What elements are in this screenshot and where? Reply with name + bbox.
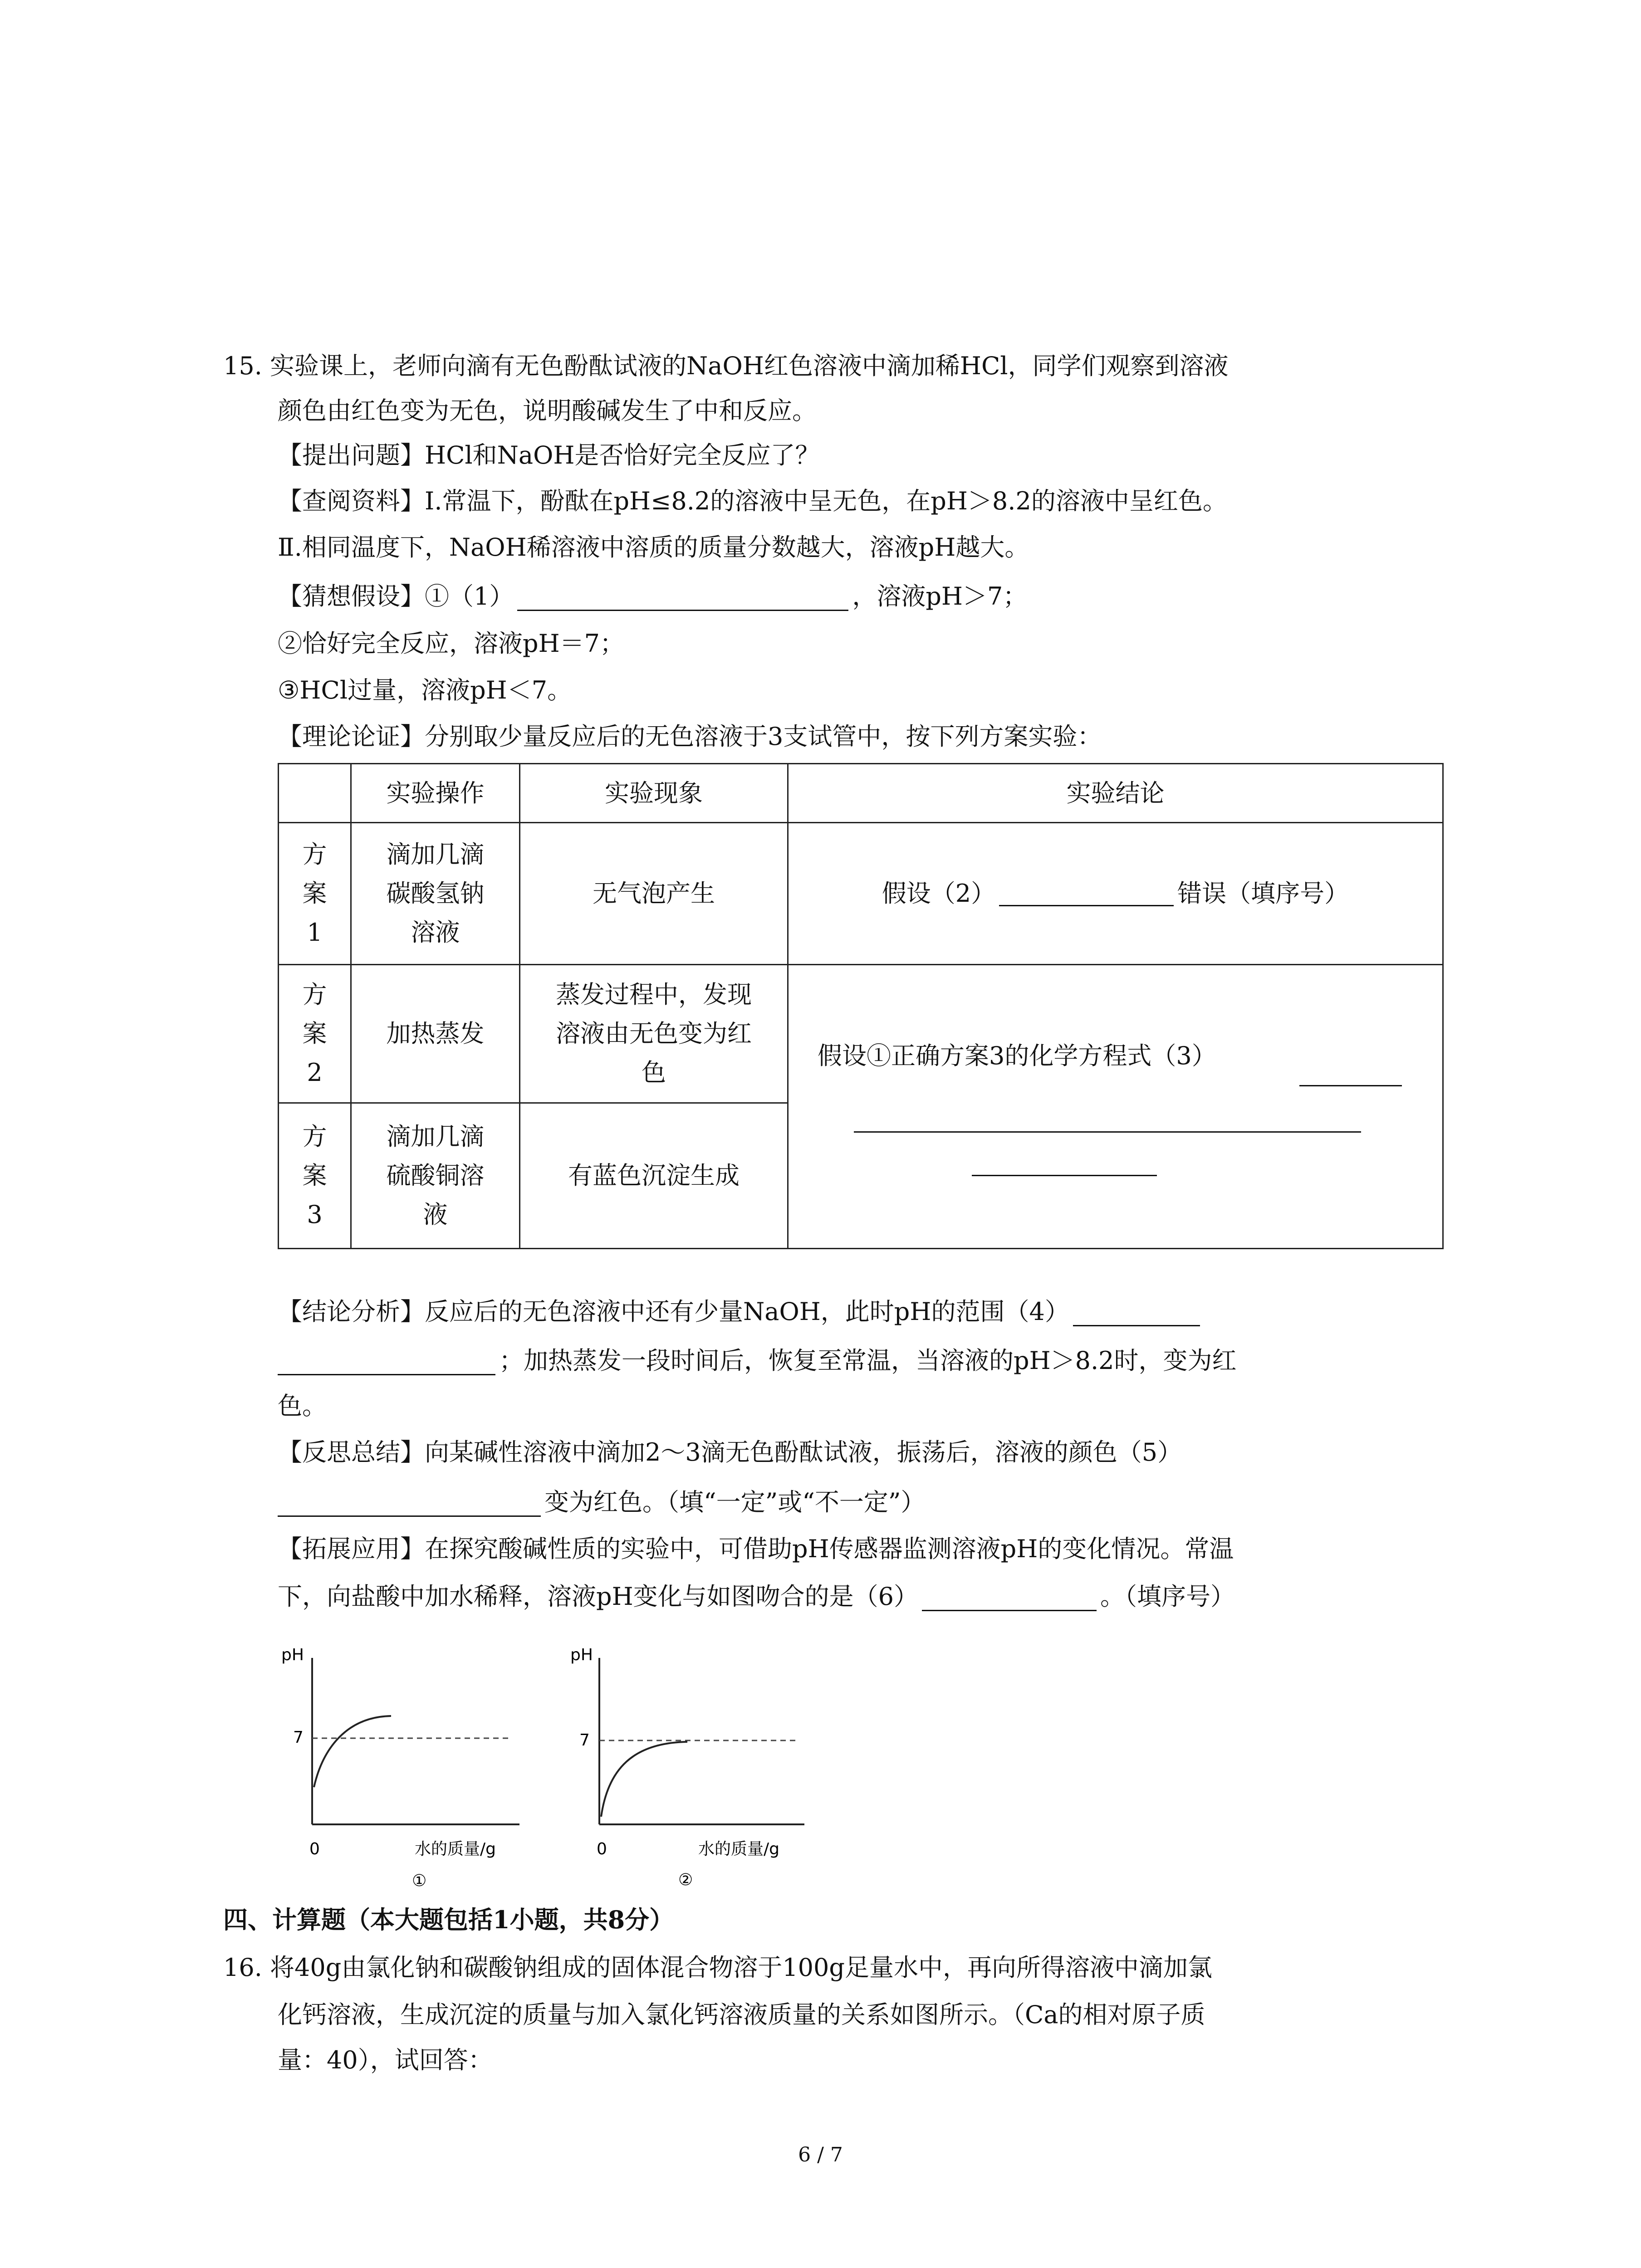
analysis-text-2: ；加热蒸发一段时间后，恢复至常温，当溶液的pH＞8.2时，变为红	[499, 1346, 1237, 1375]
row3-op-2: 硫酸铜溶	[386, 1161, 485, 1190]
conclusion1-pre: 假设（2）	[882, 879, 996, 908]
row2-operation: 加热蒸发	[386, 1019, 485, 1048]
blank-3b[interactable]	[854, 1131, 1361, 1133]
graph-2-curve	[601, 1742, 687, 1817]
q15-info2: Ⅱ.相同温度下，NaOH稀溶液中溶质的质量分数越大，溶液pH越大。	[278, 533, 1029, 562]
extension-text-pre: 下，向盐酸中加水稀释，溶液pH变化与如图吻合的是（6）	[278, 1582, 919, 1611]
row3-op-3: 液	[423, 1200, 448, 1229]
row2-label-1: 方	[302, 980, 327, 1009]
row1-label-3: 1	[307, 918, 323, 947]
blank-3a[interactable]	[1299, 1085, 1402, 1086]
row2-phenomenon	[520, 965, 787, 1102]
hyp1-pre: 【猜想假设】①（1）	[278, 582, 514, 611]
q15-info1: 【查阅资料】Ⅰ.常温下，酚酞在pH≤8.2的溶液中呈无色，在pH＞8.2的溶液中呈红色。	[278, 487, 1227, 515]
q15-line1: 15. 实验课上，老师向滴有无色酚酞试液的NaOH红色溶液中滴加稀HCl，同学们观察到溶液	[223, 352, 1229, 380]
row2-label-3: 2	[307, 1058, 323, 1087]
graph-1-y-label: pH	[281, 1646, 304, 1664]
graph-1-x-label: 水的质量/g	[415, 1840, 496, 1858]
graph-1-caption: ①	[412, 1872, 427, 1890]
graph-1	[272, 1637, 526, 1892]
row1-op-3: 溶液	[411, 918, 460, 947]
reflection-text-2: 变为红色。（填“一定”或“不一定”）	[544, 1488, 926, 1516]
row3-phenomenon: 有蓝色沉淀生成	[568, 1161, 740, 1190]
row1-operation	[352, 823, 519, 964]
row3-operation	[352, 1104, 519, 1248]
blank-2[interactable]	[999, 881, 1174, 906]
header-operation: 实验操作	[386, 778, 485, 807]
row2-label	[279, 965, 350, 1102]
graph-2-y-label: pH	[570, 1646, 593, 1664]
row1-phenomenon: 无气泡产生	[593, 879, 715, 908]
analysis-line2	[278, 1346, 1237, 1375]
row3-op-1: 滴加几滴	[386, 1122, 485, 1151]
row1-label	[279, 823, 350, 964]
analysis-line3: 色。	[278, 1392, 327, 1420]
row1-op-1: 滴加几滴	[386, 840, 485, 869]
extension-text-post: 。（填序号）	[1100, 1582, 1235, 1611]
row2-label-2: 案	[302, 1019, 327, 1048]
row1-conclusion	[789, 823, 1442, 964]
q15-hyp1	[278, 582, 1027, 611]
q16-line1: 16. 将40g由氯化钠和碳酸钠组成的固体混合物溶于100g足量水中，再向所得溶液中滴加氯	[223, 1953, 1212, 1982]
row3-label-2: 案	[302, 1161, 327, 1190]
row3-label-1: 方	[302, 1122, 327, 1151]
graph-1-tick: 7	[293, 1728, 304, 1747]
graph-2-tick: 7	[579, 1731, 590, 1750]
q15-ask: 【提出问题】HCl和NaOH是否恰好完全反应了？	[278, 441, 820, 469]
blank-5[interactable]	[278, 1492, 541, 1517]
conclusion23: 假设①正确方案3的化学方程式（3）	[818, 1041, 1216, 1070]
blank-4b[interactable]	[278, 1350, 495, 1375]
conclusion1-post: 错误（填序号）	[1177, 879, 1349, 908]
experiment-table	[278, 763, 1444, 1249]
table-border-bottom	[278, 1248, 1444, 1249]
graph-1-origin: 0	[309, 1840, 320, 1858]
graph-2-caption: ②	[678, 1871, 693, 1889]
row2-ph-2: 溶液由无色变为红	[556, 1019, 752, 1048]
q15-hyp2: ②恰好完全反应，溶液pH＝7；	[278, 629, 625, 658]
extension-line2	[278, 1582, 1235, 1611]
row3-label	[279, 1104, 350, 1248]
row1-op-2: 碳酸氢钠	[386, 879, 485, 908]
header-conclusion: 实验结论	[1066, 778, 1165, 807]
row2-ph-1: 蒸发过程中，发现	[556, 980, 752, 1009]
page-number: 6 / 7	[798, 2143, 843, 2166]
reflection-line1: 【反思总结】向某碱性溶液中滴加2～3滴无色酚酞试液，振荡后，溶液的颜色（5）	[278, 1438, 1182, 1466]
extension-line1: 【拓展应用】在探究酸碱性质的实验中，可借助pH传感器监测溶液pH的变化情况。常温	[278, 1535, 1234, 1563]
blank-4a[interactable]	[1073, 1301, 1200, 1326]
graph-1-curve	[314, 1716, 391, 1787]
row1-label-2: 案	[302, 879, 327, 908]
graph-2	[560, 1637, 814, 1892]
q16-line2: 化钙溶液，生成沉淀的质量与加入氯化钙溶液质量的关系如图所示。（Ca的相对原子质	[278, 2000, 1205, 2029]
blank-1[interactable]	[517, 586, 848, 611]
graph-2-x-label: 水的质量/g	[698, 1840, 779, 1858]
row1-label-1: 方	[302, 840, 327, 869]
analysis-text-1: 【结论分析】反应后的无色溶液中还有少量NaOH，此时pH的范围（4）	[278, 1297, 1069, 1326]
graph-2-origin: 0	[597, 1840, 607, 1858]
q15-hyp3: ③HCl过量，溶液pH＜7。	[278, 676, 572, 704]
row2-ph-3: 色	[642, 1058, 666, 1087]
reflection-line2	[278, 1488, 925, 1517]
analysis-line1	[278, 1297, 1204, 1326]
table-border-right	[1442, 763, 1444, 1249]
row3-label-3: 3	[307, 1200, 323, 1229]
q16-line3: 量：40），试回答：	[278, 2046, 493, 2074]
blank-3c[interactable]	[972, 1175, 1157, 1176]
q15-line2: 颜色由红色变为无色，说明酸碱发生了中和反应。	[278, 396, 817, 425]
blank-6[interactable]	[922, 1586, 1097, 1611]
hyp1-post: ，溶液pH＞7；	[852, 582, 1028, 611]
header-phenomenon: 实验现象	[605, 778, 703, 807]
q15-theory: 【理论论证】分别取少量反应后的无色溶液于3支试管中，按下列方案实验：	[278, 722, 1102, 751]
section-4-title: 四、计算题（本大题包括1小题，共8分）	[223, 1905, 674, 1934]
